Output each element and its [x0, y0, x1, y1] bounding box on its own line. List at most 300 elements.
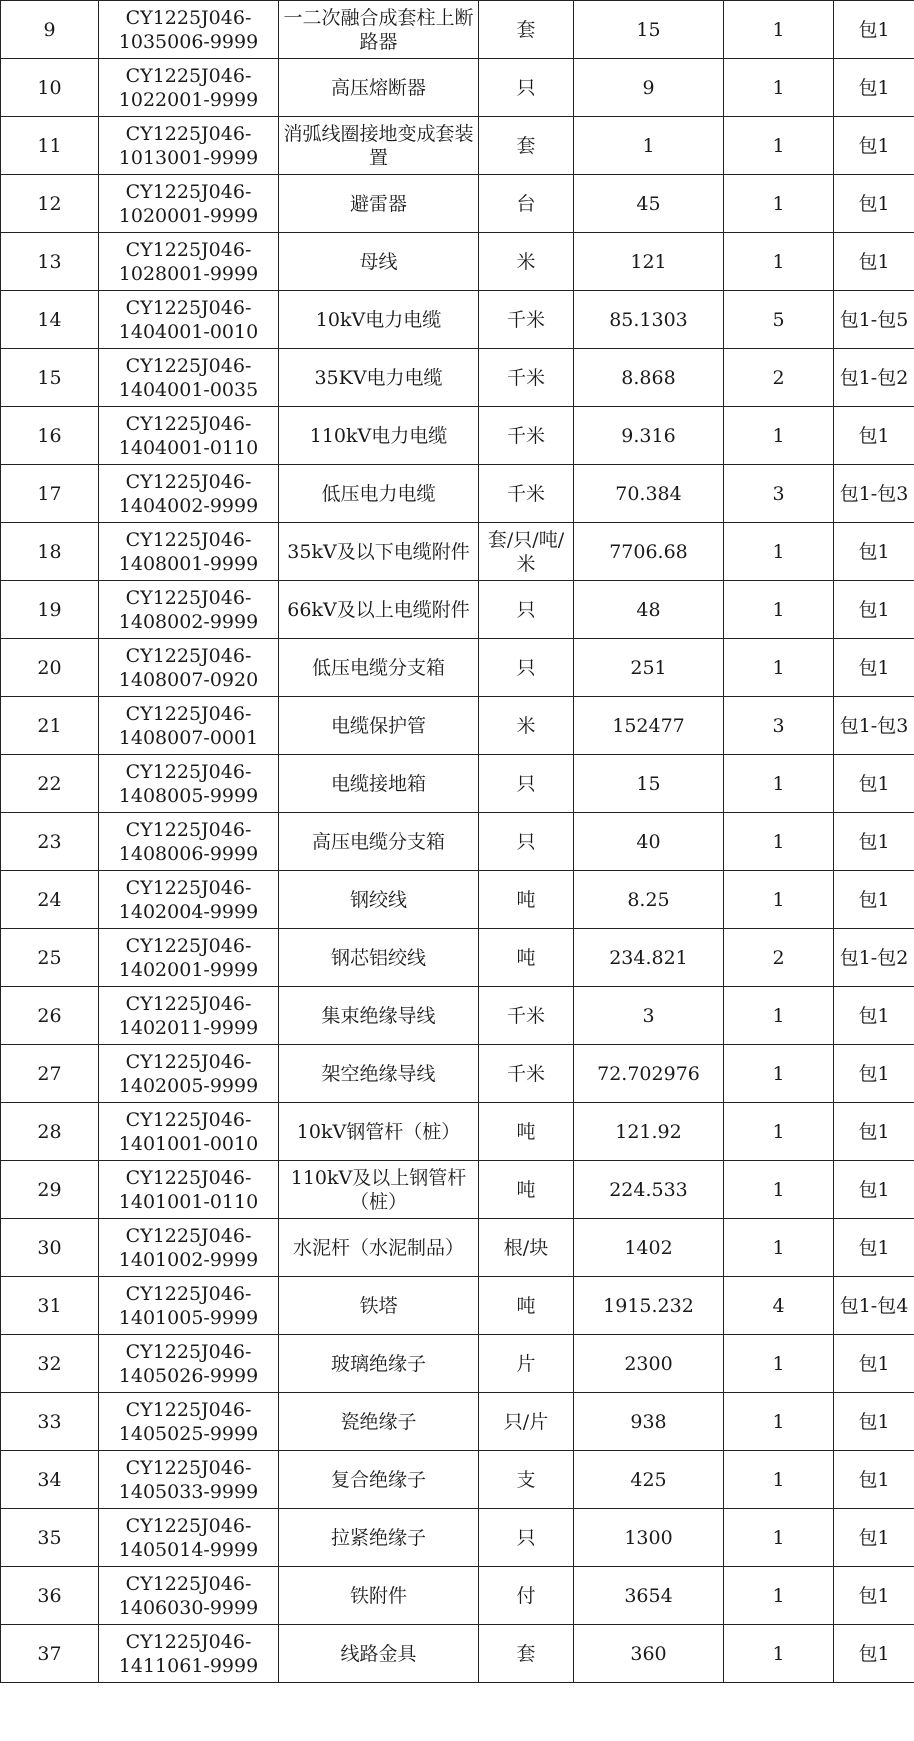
quantity-cell	[574, 755, 724, 813]
row-number-cell	[1, 59, 99, 117]
package-cell	[834, 349, 914, 407]
table-body	[1, 1, 914, 1683]
quantity-cell	[574, 291, 724, 349]
count-cell	[724, 1625, 834, 1683]
unit-text: 千米	[506, 1062, 545, 1085]
count-text: 1	[772, 18, 785, 41]
table-row	[1, 1, 914, 59]
count-cell	[724, 1219, 834, 1277]
quantity-text: 40	[636, 830, 661, 853]
unit-cell	[479, 1393, 574, 1451]
package-text: 包1	[858, 1004, 890, 1027]
count-cell	[724, 349, 834, 407]
unit-text: 千米	[506, 1004, 545, 1027]
count-text: 1	[772, 1410, 785, 1433]
table-row	[1, 349, 914, 407]
package-cell	[834, 1567, 914, 1625]
material-code-line-1: CY1225J046-	[125, 64, 252, 87]
package-text: 包1	[858, 1642, 890, 1665]
count-cell	[724, 1509, 834, 1567]
count-cell	[724, 813, 834, 871]
material-name-text: 35KV电力电缆	[314, 366, 443, 389]
unit-cell	[479, 1335, 574, 1393]
row-number-cell	[1, 1, 99, 59]
package-text: 包1-包2	[839, 366, 909, 389]
package-text: 包1	[858, 540, 890, 563]
material-name-text: 复合绝缘子	[330, 1468, 426, 1491]
table-row	[1, 175, 914, 233]
material-code-cell	[99, 1161, 279, 1219]
material-code-line-1: CY1225J046-	[125, 1108, 252, 1131]
count-text: 2	[772, 366, 785, 389]
material-code-cell	[99, 233, 279, 291]
count-cell	[724, 639, 834, 697]
material-code-line-2: 1401001-0110	[118, 1190, 259, 1213]
count-text: 1	[772, 1526, 785, 1549]
material-code-line-2: 1401001-0010	[118, 1132, 259, 1155]
count-text: 1	[772, 540, 785, 563]
row-number-cell	[1, 581, 99, 639]
quantity-cell	[574, 1567, 724, 1625]
material-name-text: 10kV电力电缆	[315, 308, 442, 331]
unit-text: 吨	[516, 946, 536, 969]
package-text: 包1-包2	[839, 946, 909, 969]
material-code-cell	[99, 987, 279, 1045]
unit-text: 只	[516, 598, 536, 621]
package-text: 包1	[858, 424, 890, 447]
unit-text: 套/只/吨/米	[487, 528, 565, 575]
count-cell	[724, 465, 834, 523]
material-code-line-1: CY1225J046-	[125, 296, 252, 319]
row-number-cell	[1, 117, 99, 175]
quantity-cell	[574, 523, 724, 581]
material-name-cell	[279, 407, 479, 465]
material-name-text: 集束绝缘导线	[321, 1004, 436, 1027]
material-code-line-1: CY1225J046-	[125, 6, 252, 29]
row-number-cell	[1, 1625, 99, 1683]
count-text: 3	[772, 714, 785, 737]
material-code-line-2: 1022001-9999	[118, 88, 259, 111]
material-code-line-1: CY1225J046-	[125, 1514, 252, 1537]
row-number-cell	[1, 755, 99, 813]
quantity-text: 234.821	[609, 946, 688, 969]
material-code-line-1: CY1225J046-	[125, 876, 252, 899]
quantity-text: 7706.68	[609, 540, 688, 563]
material-code-cell	[99, 1451, 279, 1509]
material-name-text: 一二次融合成套柱上断路器	[283, 6, 474, 53]
row-number-cell	[1, 1393, 99, 1451]
material-code-cell	[99, 697, 279, 755]
row-number-text: 35	[37, 1526, 62, 1549]
quantity-text: 9	[642, 76, 655, 99]
unit-cell	[479, 523, 574, 581]
quantity-cell	[574, 1, 724, 59]
quantity-text: 224.533	[609, 1178, 688, 1201]
material-name-text: 10kV钢管杆（桩）	[296, 1120, 461, 1143]
row-number-cell	[1, 523, 99, 581]
quantity-text: 3654	[624, 1584, 673, 1607]
unit-cell	[479, 871, 574, 929]
count-cell	[724, 1103, 834, 1161]
row-number-text: 14	[37, 308, 62, 331]
material-code-cell	[99, 1103, 279, 1161]
material-name-text: 低压电缆分支箱	[311, 656, 445, 679]
count-text: 1	[772, 1584, 785, 1607]
quantity-text: 1300	[624, 1526, 673, 1549]
row-number-text: 25	[37, 946, 62, 969]
unit-text: 只	[516, 830, 536, 853]
count-text: 1	[772, 656, 785, 679]
count-cell	[724, 871, 834, 929]
material-code-line-1: CY1225J046-	[125, 180, 252, 203]
count-cell	[724, 1335, 834, 1393]
package-text: 包1-包3	[839, 714, 909, 737]
row-number-cell	[1, 1509, 99, 1567]
material-name-text: 避雷器	[349, 192, 407, 215]
count-text: 1	[772, 424, 785, 447]
material-name-text: 钢芯铝绞线	[330, 946, 426, 969]
package-cell	[834, 1219, 914, 1277]
package-cell	[834, 1103, 914, 1161]
row-number-text: 31	[37, 1294, 62, 1317]
quantity-cell	[574, 59, 724, 117]
quantity-cell	[574, 871, 724, 929]
count-cell	[724, 1045, 834, 1103]
package-cell	[834, 1625, 914, 1683]
quantity-cell	[574, 407, 724, 465]
table-row	[1, 1335, 914, 1393]
quantity-cell	[574, 1277, 724, 1335]
quantity-text: 938	[630, 1410, 667, 1433]
row-number-cell	[1, 1103, 99, 1161]
material-code-line-1: CY1225J046-	[125, 1340, 252, 1363]
unit-text: 米	[516, 250, 536, 273]
material-name-cell	[279, 1625, 479, 1683]
count-text: 1	[772, 134, 785, 157]
row-number-text: 32	[37, 1352, 62, 1375]
unit-cell	[479, 117, 574, 175]
count-text: 1	[772, 1062, 785, 1085]
unit-cell	[479, 1219, 574, 1277]
material-code-line-1: CY1225J046-	[125, 702, 252, 725]
row-number-text: 23	[37, 830, 62, 853]
package-text: 包1	[858, 250, 890, 273]
quantity-cell	[574, 1393, 724, 1451]
table-row	[1, 1393, 914, 1451]
unit-cell	[479, 407, 574, 465]
material-code-line-2: 1408001-9999	[118, 552, 259, 575]
material-code-line-2: 1405026-9999	[118, 1364, 259, 1387]
row-number-text: 28	[37, 1120, 62, 1143]
package-cell	[834, 233, 914, 291]
quantity-cell	[574, 349, 724, 407]
count-text: 1	[772, 1178, 785, 1201]
material-name-text: 铁附件	[349, 1584, 407, 1607]
unit-cell	[479, 59, 574, 117]
row-number-cell	[1, 291, 99, 349]
table-row	[1, 523, 914, 581]
material-code-cell	[99, 1277, 279, 1335]
material-name-cell	[279, 1161, 479, 1219]
material-name-cell	[279, 813, 479, 871]
unit-cell	[479, 291, 574, 349]
material-code-line-1: CY1225J046-	[125, 1166, 252, 1189]
row-number-text: 12	[37, 192, 62, 215]
package-cell	[834, 59, 914, 117]
quantity-cell	[574, 1219, 724, 1277]
package-cell	[834, 117, 914, 175]
count-text: 1	[772, 1236, 785, 1259]
count-cell	[724, 1161, 834, 1219]
row-number-text: 22	[37, 772, 62, 795]
quantity-text: 360	[630, 1642, 667, 1665]
material-code-line-2: 1402001-9999	[118, 958, 259, 981]
package-cell	[834, 1393, 914, 1451]
material-code-line-2: 1402011-9999	[118, 1016, 259, 1039]
material-name-cell	[279, 465, 479, 523]
unit-text: 只	[516, 772, 536, 795]
count-cell	[724, 117, 834, 175]
quantity-text: 45	[636, 192, 661, 215]
count-cell	[724, 1277, 834, 1335]
count-text: 1	[772, 598, 785, 621]
package-text: 包1	[858, 1062, 890, 1085]
quantity-text: 15	[636, 18, 661, 41]
unit-cell	[479, 755, 574, 813]
quantity-text: 1	[642, 134, 655, 157]
row-number-text: 21	[37, 714, 62, 737]
material-code-line-2: 1035006-9999	[118, 30, 259, 53]
row-number-cell	[1, 407, 99, 465]
material-name-text: 线路金具	[340, 1642, 417, 1665]
table-row	[1, 639, 914, 697]
material-name-text: 消弧线圈接地变成套装置	[283, 122, 474, 169]
material-code-line-2: 1020001-9999	[118, 204, 259, 227]
material-code-cell	[99, 407, 279, 465]
row-number-text: 20	[37, 656, 62, 679]
package-text: 包1	[858, 888, 890, 911]
count-cell	[724, 697, 834, 755]
unit-text: 支	[516, 1468, 536, 1491]
count-text: 4	[772, 1294, 785, 1317]
material-code-line-2: 1408005-9999	[118, 784, 259, 807]
quantity-cell	[574, 1335, 724, 1393]
package-text: 包1	[858, 598, 890, 621]
unit-text: 米	[516, 714, 536, 737]
material-name-cell	[279, 871, 479, 929]
table-row	[1, 929, 914, 987]
row-number-cell	[1, 697, 99, 755]
package-cell	[834, 871, 914, 929]
count-cell	[724, 581, 834, 639]
material-code-cell	[99, 1567, 279, 1625]
material-name-cell	[279, 1509, 479, 1567]
quantity-cell	[574, 1451, 724, 1509]
table-row	[1, 871, 914, 929]
material-code-line-2: 1404001-0110	[118, 436, 259, 459]
table-row	[1, 1161, 914, 1219]
material-code-line-1: CY1225J046-	[125, 238, 252, 261]
quantity-text: 121.92	[615, 1120, 682, 1143]
material-code-line-1: CY1225J046-	[125, 760, 252, 783]
count-text: 2	[772, 946, 785, 969]
package-cell	[834, 175, 914, 233]
unit-text: 付	[516, 1584, 536, 1607]
table-row	[1, 813, 914, 871]
material-name-cell	[279, 639, 479, 697]
unit-text: 根/块	[503, 1236, 549, 1259]
row-number-cell	[1, 1277, 99, 1335]
unit-cell	[479, 639, 574, 697]
quantity-text: 8.25	[627, 888, 670, 911]
unit-cell	[479, 1161, 574, 1219]
unit-text: 套	[516, 134, 536, 157]
quantity-cell	[574, 117, 724, 175]
unit-cell	[479, 1567, 574, 1625]
table-row	[1, 755, 914, 813]
table-row	[1, 1625, 914, 1683]
package-cell	[834, 929, 914, 987]
material-code-line-1: CY1225J046-	[125, 412, 252, 435]
quantity-text: 1915.232	[603, 1294, 694, 1317]
quantity-cell	[574, 175, 724, 233]
package-cell	[834, 1451, 914, 1509]
material-code-cell	[99, 1393, 279, 1451]
unit-cell	[479, 233, 574, 291]
material-code-cell	[99, 465, 279, 523]
row-number-text: 9	[43, 18, 56, 41]
row-number-cell	[1, 175, 99, 233]
material-code-line-1: CY1225J046-	[125, 644, 252, 667]
unit-text: 只	[516, 76, 536, 99]
count-text: 1	[772, 772, 785, 795]
count-text: 1	[772, 1352, 785, 1375]
count-text: 1	[772, 1120, 785, 1143]
material-code-cell	[99, 1335, 279, 1393]
count-cell	[724, 1393, 834, 1451]
material-code-line-2: 1402005-9999	[118, 1074, 259, 1097]
unit-cell	[479, 1509, 574, 1567]
row-number-text: 13	[37, 250, 62, 273]
count-cell	[724, 291, 834, 349]
package-text: 包1	[858, 18, 890, 41]
material-code-line-2: 1028001-9999	[118, 262, 259, 285]
row-number-cell	[1, 1161, 99, 1219]
row-number-text: 11	[37, 134, 62, 157]
material-code-line-2: 1408007-0001	[118, 726, 259, 749]
unit-cell	[479, 929, 574, 987]
quantity-cell	[574, 465, 724, 523]
row-number-cell	[1, 1335, 99, 1393]
material-code-line-1: CY1225J046-	[125, 992, 252, 1015]
material-code-cell	[99, 755, 279, 813]
package-text: 包1	[858, 134, 890, 157]
package-cell	[834, 1277, 914, 1335]
row-number-text: 26	[37, 1004, 62, 1027]
material-name-cell	[279, 59, 479, 117]
row-number-text: 30	[37, 1236, 62, 1259]
material-code-line-2: 1402004-9999	[118, 900, 259, 923]
quantity-cell	[574, 1509, 724, 1567]
count-text: 1	[772, 888, 785, 911]
quantity-text: 121	[630, 250, 667, 273]
quantity-text: 1402	[624, 1236, 673, 1259]
material-code-cell	[99, 581, 279, 639]
row-number-text: 27	[37, 1062, 62, 1085]
material-name-text: 高压电缆分支箱	[311, 830, 445, 853]
count-cell	[724, 523, 834, 581]
table-row	[1, 291, 914, 349]
table-row	[1, 987, 914, 1045]
row-number-cell	[1, 1219, 99, 1277]
count-cell	[724, 59, 834, 117]
material-name-cell	[279, 1045, 479, 1103]
count-text: 1	[772, 76, 785, 99]
row-number-cell	[1, 465, 99, 523]
package-text: 包1	[858, 1584, 890, 1607]
material-code-line-2: 1401002-9999	[118, 1248, 259, 1271]
row-number-cell	[1, 1451, 99, 1509]
material-code-line-1: CY1225J046-	[125, 1282, 252, 1305]
row-number-text: 18	[37, 540, 62, 563]
unit-text: 千米	[506, 366, 545, 389]
material-name-cell	[279, 1393, 479, 1451]
row-number-text: 10	[37, 76, 62, 99]
material-name-text: 水泥杆（水泥制品）	[292, 1236, 464, 1259]
unit-cell	[479, 1, 574, 59]
row-number-cell	[1, 987, 99, 1045]
quantity-cell	[574, 987, 724, 1045]
quantity-cell	[574, 813, 724, 871]
material-code-line-1: CY1225J046-	[125, 934, 252, 957]
material-name-text: 110kV电力电缆	[309, 424, 448, 447]
material-name-cell	[279, 1335, 479, 1393]
material-code-line-1: CY1225J046-	[125, 1456, 252, 1479]
row-number-text: 16	[37, 424, 62, 447]
material-code-line-1: CY1225J046-	[125, 1630, 252, 1653]
count-text: 5	[772, 308, 785, 331]
material-name-text: 母线	[359, 250, 398, 273]
count-text: 1	[772, 1642, 785, 1665]
package-cell	[834, 291, 914, 349]
material-code-cell	[99, 813, 279, 871]
quantity-text: 251	[630, 656, 667, 679]
material-code-cell	[99, 291, 279, 349]
unit-text: 片	[516, 1352, 536, 1375]
material-code-cell	[99, 523, 279, 581]
material-name-cell	[279, 523, 479, 581]
package-text: 包1	[858, 1178, 890, 1201]
count-cell	[724, 407, 834, 465]
unit-text: 套	[516, 18, 536, 41]
unit-cell	[479, 1451, 574, 1509]
material-name-text: 电缆保护管	[330, 714, 426, 737]
package-cell	[834, 465, 914, 523]
count-text: 1	[772, 250, 785, 273]
count-text: 1	[772, 192, 785, 215]
quantity-text: 2300	[624, 1352, 673, 1375]
row-number-text: 17	[37, 482, 62, 505]
unit-cell	[479, 175, 574, 233]
material-code-line-1: CY1225J046-	[125, 528, 252, 551]
material-name-cell	[279, 697, 479, 755]
unit-text: 吨	[516, 1178, 536, 1201]
material-name-cell	[279, 233, 479, 291]
material-code-line-2: 1405033-9999	[118, 1480, 259, 1503]
package-text: 包1-包4	[839, 1294, 909, 1317]
material-name-cell	[279, 929, 479, 987]
count-cell	[724, 1567, 834, 1625]
